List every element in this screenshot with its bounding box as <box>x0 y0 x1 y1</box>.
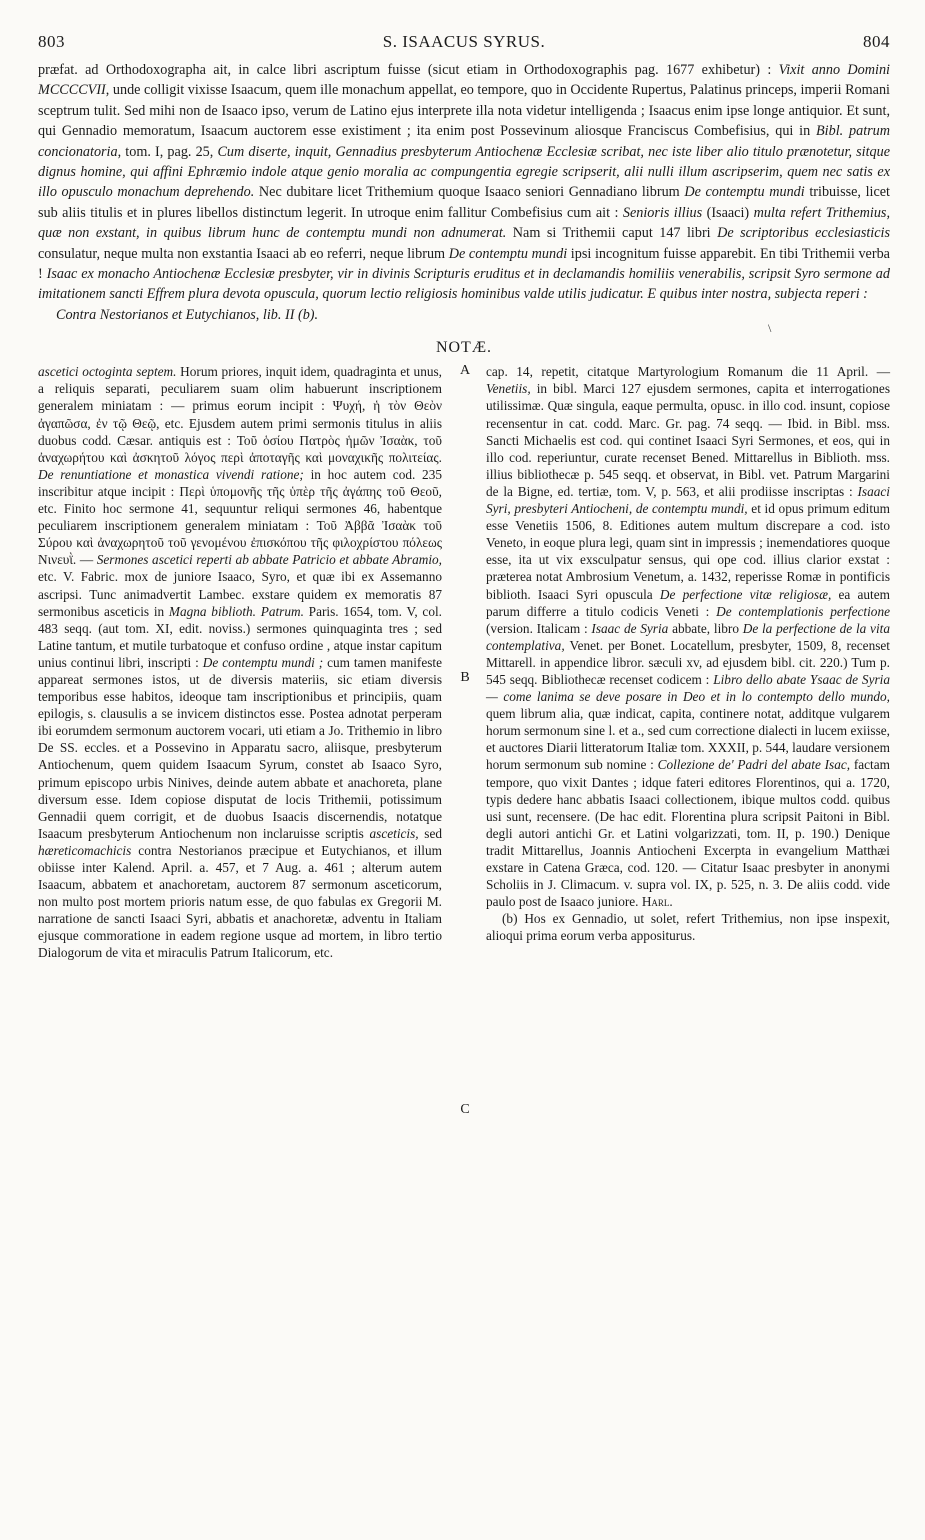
italic-quote: Cum diserte, inquit, Gennadius presbyterum Antiochenæ Ecclesiæ scribat, nec iste liber alio titulo prænotetur, sitque dignus homine, qui affini Ephræmio indole atque genio moralia ac compungentia egregie scripserit, alii nulli illum ascripserim, quem nec satis ex illo opusculo monachum deprehendo. <box>38 143 891 201</box>
text-run: sed <box>418 825 442 841</box>
footnote-b <box>486 910 890 944</box>
text-run: in hoc autem cod. 235 inscribitur atque incipit : Περὶ ὑπομονῆς τῆς ὑπὲρ τῆς ἀγάπης τοῦ Θεοῦ, etc. Finito hoc sermone 41, sequuntur reliqui sermones 46, habentque peculiarem inscriptionem generalem miniatam : Τοῦ Ἀββᾶ Ἰσαὰκ τοῦ Σύρου καὶ ἀναχωρητοῦ τοῦ γενομένου ἐπισκόπου τῆς φιλοχρίστου πόλεως Νινευῒ. — <box>38 466 443 568</box>
text-run: in bibl. Marci 127 ejusdem sermones, capita et interrogationes utilissimæ. Quæ singula, eaque permulta, opusc. in illo cod. insunt, copiose recensentur in cat. codd. Marc. Gr. pag. 74 seqq. — Ibid. in Bibl. mss. Sancti Michaelis est cod. qui continet Isaaci Syri Sermones, et eos, qui in illo cod. reperiuntur, curate recenset Bened. Mittarellus in Biblioth. mss. illius bibliothecæ p. 545 seqq. et observat, in Bibl. vet. Patrum Margarini de la Bigne, ed. tertiæ, tom. V, p. 563, et alii prodiisse inscriptas : <box>486 381 890 499</box>
italic-run: De contemptu mundi ; <box>202 654 324 670</box>
text-run: , unde colligit vixisse Isaacum, quem ille monachum appellat, eo tempore, quo in Occidente Rupertus, Palatinus princeps, imperii Romani sceptrum tulit. Sed mihi non de Isaaco ipso, verum de Latino ejus interprete illa nota videtur intelligenda ; Isaacus enim ipse longe antiquior. Et sunt, qui Gennadio memoratum, Isaacum auctorem esse existiment ; ita enim post Possevinum aliosque Franciscus Combefisius, qui in <box>38 82 890 140</box>
text-run: tribuisse, licet sub aliis titulis et in plures libellos distinctum legerit. In utroque enim fallitur Combefisius cum ait : <box>38 184 891 221</box>
italic-run: Collezione de' Padri del abate Isac, <box>657 757 851 773</box>
italic-run: Libro dello abate Ysaac de Syria — come lanima se deve posare in Deo et in lo contempto dello mundo, <box>486 671 890 705</box>
italic-run: De scriptoribus ecclesiasticis <box>717 225 890 242</box>
author-sign: Harl. <box>641 894 673 910</box>
text-run: factam tempore, quo vixit Dantes ; idque fateri editores Florentinos, qui a. 1720, typis dedere hanc abbatis Isaaci collectionem, ibique multos codd. quibus usi sunt, recensere. (De hac edit. Florentina plura scripsit Paitoni in Bibl. degli autori antichi Gr. et Latini volgarizzati, tom. II, p. 190.) Denique tradit Mittarellus, Joannis Antiocheni Excerpta in evangelium Matthæi exstare in Catena Græca, cod. 120. — Citatur Isaac presbyter in anonymi Scholiis in J. Climacum. v. supra vol. IX, p. 525, n. 3. De aliis codd. vide paulo post de Isaaco juniore. <box>486 757 890 910</box>
note-paragraph <box>38 363 442 961</box>
italic-quote: Isaac ex monacho Antiochenæ Ecclesiæ presbyter, vir in divinis Scripturis eruditus et in declamandis homiliis venerabilis, scripsit Syro sermone ad imitationem sancti Effrem plura devota opuscula, quorum lectio religiosis hominibus valde utilis judicatur. E quibus inter nostra, subjecta reperi : <box>38 266 890 303</box>
italic-run: De renuntiatione et monastica vivendi ratione; <box>38 466 304 482</box>
work-title-line <box>38 305 890 325</box>
italic-run: asceticis, <box>369 825 419 841</box>
notes-left-column <box>38 363 442 961</box>
text-run: etc. V. Fabric. mox de juniore Isaaco, Syro, et quæ ibi ex Assemanno ascripsi. Tunc animadvertit Lambec. exstare quidem ex memoratis 87 sermonibus asceticis in <box>38 569 442 619</box>
text-run: Nec dubitare licet Trithemium quoque Isaaco seniori Gennadiano librum <box>254 184 685 201</box>
italic-quote: multa refert Trithemius, quæ non exstant, in quibus librum hunc de contemptu mundi non adnumerat. <box>38 204 891 242</box>
page-number-left: 803 <box>38 32 65 51</box>
margin-marker-b: B <box>460 670 470 686</box>
margin-marker-a: A <box>459 363 471 379</box>
text-run: Nam si Trithemii caput 147 libri <box>506 225 718 242</box>
italic-run: Contra Nestorianos et Eutychianos, lib. II (b). <box>56 306 319 323</box>
italic-run: De contemplationis perfectione <box>716 603 891 619</box>
text-run: abbate, libro <box>668 620 743 636</box>
italic-run: De contemptu mundi <box>684 184 805 201</box>
text-run: ipsi incognitum fuisse apparebit. En tibi Trithemii verba ! <box>38 245 890 283</box>
text-run: quem librum alia, quæ indicat, capita, continere notat, additque vulgarem horum sermonum sine l. et a., sed cum correctione dialecti in lucem exiisse, et auctores Diarii litteratorum Italiæ tom. XXXII, p. 544, laudare versionem horum sermonum sub nomine : <box>486 706 890 773</box>
page-number-right: 804 <box>863 32 890 51</box>
italic-run: Venetiis, <box>486 381 531 397</box>
text-run: (Isaaci) <box>702 204 754 221</box>
text-run: contra Nestorianos præcipue et Eutychianos, et illum obiisse inter Kalend. April. a. 457, et 7 Aug. a. 461 ; alterum autem Isaacum, abbatem et anachoretam, auctorem 87 sermonum asceticorum, non multo post mortem prioris natum esse, de quo fabulas ex Gregorii M. narratione de sancti Isaaci Syri, abbatis et anachoretæ, adventu in Italiam ejusque commoratione in eadem regione usque ad mortem, in libro tertio Dialogorum de vita et miraculis Patrum Italicorum, etc. <box>38 842 442 961</box>
italic-run: Senioris illius <box>622 204 703 221</box>
italic-run: hæreticomachicis <box>38 842 132 858</box>
italic-run: Isaac de Syria <box>591 620 669 636</box>
margin-marker-c: C <box>460 1102 470 1118</box>
italic-run: De contemptu mundi <box>448 245 568 262</box>
text-run: cap. 14, repetit, citatque Martyrologium Romanum die 11 April. — <box>486 364 890 380</box>
italic-run: Bibl. patrum concionatoria <box>38 123 891 160</box>
text-run: Horum priores, inquit idem, quadraginta et unus, a reliquis separati, peculiarem suam olim habuerunt inscriptionem generalem miniatam : — primus eorum incipit : Ψυχή, ἡ τὸν Θεὸν ἀγαπῶσα, ἐν τῷ Θεῷ, etc. Ejusdem autem primi sermonis titulus in aliis duobus codd. Cæsar. antiquis est : Τοῦ ὁσίου Πατρὸς ἡμῶν Ἰσαὰκ, τοῦ ἀναχωρήτου καὶ ἀσκητοῦ λόγος περὶ ἀποταγῆς καὶ μοναχικῆς πολιτείας. <box>38 364 442 465</box>
notes-columns <box>38 363 890 1323</box>
italic-run: Vixit anno Domini MCCCCVII <box>38 62 890 99</box>
italic-run: De perfectione vitæ religiosæ, <box>659 586 832 602</box>
book-page <box>38 32 890 1323</box>
italic-run: ascetici octoginta septem. <box>38 364 177 380</box>
text-run: (version. Italicam : <box>486 620 592 636</box>
notes-right-column <box>486 363 890 944</box>
note-paragraph <box>486 363 890 910</box>
italic-run: Isaaci Syri, presbyteri Antiocheni, de contemptu mundi, <box>486 483 890 517</box>
italic-run: Sermones ascetici reperti ab abbate Patricio et abbate Abramio, <box>96 552 442 568</box>
text-run: consulatur, neque multa non exstantia Isaaci ab eo referri, neque librum <box>38 245 449 262</box>
italic-run: Magna biblioth. Patrum. <box>168 603 304 619</box>
text-run: Hos ex Gennadio, ut solet, refert Trithemius, non ipse inspexit, alioqui prima eorum verba appositurus. <box>486 911 890 944</box>
text-run: Venet. per Bonet. Locatellum, presbyter, 1509, 8, recenset Mittarell. in appendice libror. sæculi xv, ad ejusdem bibl. cit. 220.) Tum p. 545 seqq. Bibliothecæ recenset codicem : <box>486 637 890 687</box>
notes-heading <box>38 321 890 357</box>
main-paragraph <box>38 60 890 305</box>
italic-run: De la perfectione de la vita contemplativa, <box>486 620 890 653</box>
footnote-label: (b) <box>502 911 518 927</box>
notes-title: NOTÆ. <box>435 339 493 357</box>
text-run: ea autem parum differre a titulo codicis Veneti : <box>486 586 890 619</box>
text-run: cum tamen manifeste appareat sermones istos, ut de diversis materiis, sic etiam diversis temporibus esse habitos, ideoque tam inscriptionibus et principiis, quam epilogis, s. clausulis a se invicem distinctos esse. Postea adnotat perperam ibi eorumdem sermonum auctorem vocari, uti etiam a Jo. Trithemio in libro De SS. eccles. et a Possevino in Apparatu sacro, aliisque, presbyterum Antiochenum, quem quidem Isaacum Syrum, constet ab Isaaco Syro, primum episcopo urbis Ninives, deinde autem abbate et anachoreta, plane diversum esse. Idem copiose disputat de locis Trithemii, potissimum Gennadii quem corrigit, et de duobus Isaacis discernendis, notatque Isaacum presbyterum Antiochenum non inclaruisse scriptis <box>38 654 442 841</box>
running-title: S. ISAACUS SYRUS. <box>382 32 546 51</box>
stray-mark: \ <box>768 321 773 336</box>
text-run: præfat. ad Orthodoxographa ait, in calce libri ascriptum fuisse (sicut etiam in Orthodoxographis pag. 1677 exhibetur) : <box>38 62 779 78</box>
text-run: Paris. 1654, tom. V, col. 483 seqq. (aut tom. XI, edit. noviss.) sermones quinquaginta tres ; sed Latine tantum, et mutile turbatoque et confuso ordine , atque instar capitum unius continui libri, inscripti : <box>38 603 442 670</box>
text-run: , tom. I, pag. 25, <box>117 143 218 160</box>
main-text <box>38 60 890 325</box>
text-run: et id opus primum editum esse Venetiis 1506, 8. Editiones autem multum discrepare a cod. isto Veneto, in eoque plura legi, quam sint in impressis ; inemendatiores quoque esse, ita ut vix exsculpatur sensus, qui ope cod. illius clarior exstat : præterea notat Ambrosium Venetum, a. 1432, reperisse Romæ in pontificis biblioth. Isaaci Syri opuscula <box>486 501 891 602</box>
page-header <box>38 32 890 60</box>
